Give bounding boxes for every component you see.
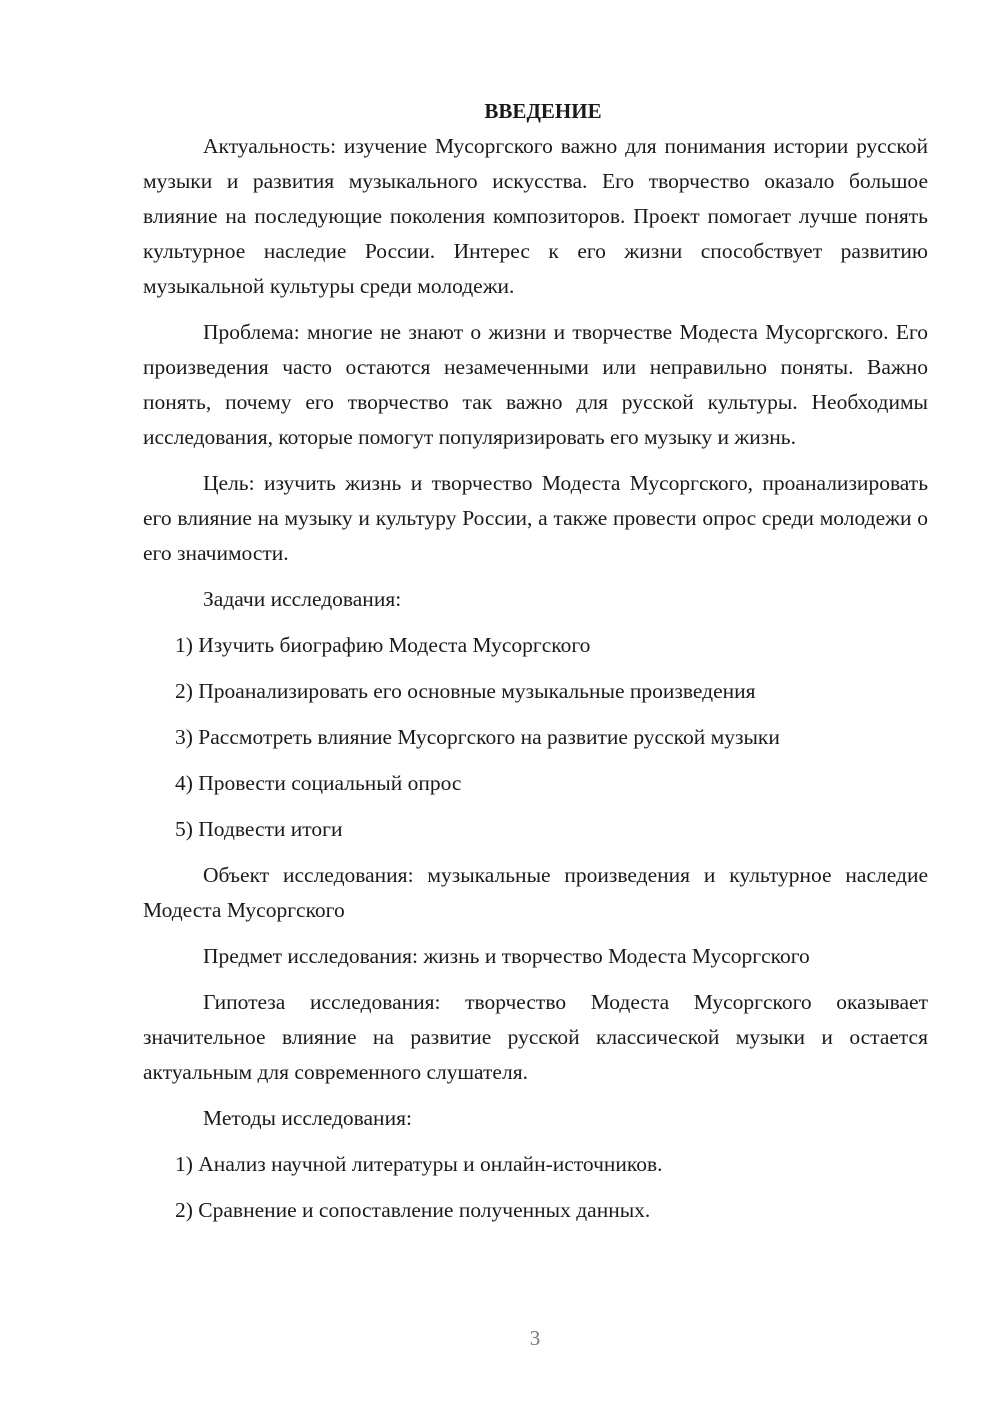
subject-line: Предмет исследования: жизнь и творчество Модеста Мусоргского [203, 944, 810, 968]
task-item: 5) Подвести итоги [175, 817, 343, 841]
problem-paragraph: Проблема: многие не знают о жизни и творчестве Модеста Мусоргского. Его произведения часто остаются незамеченными или неправильно поняты. Важно понять, почему его творчество так важно для русской культуры. Необходимы исследования, которые помогут популяризировать его музыку и жизнь. [143, 320, 928, 449]
page-number: 3 [529, 1326, 541, 1350]
tasks-heading: Задачи исследования: [203, 587, 402, 611]
page-content [143, 94, 928, 1239]
methods-heading: Методы исследования: [203, 1106, 412, 1130]
method-item: 1) Анализ научной литературы и онлайн-источников. [175, 1152, 663, 1176]
hypothesis-paragraph: Гипотеза исследования: творчество Модеста Мусоргского оказывает значительное влияние на развитие русской классической музыки и остается актуальным для современного слушателя. [143, 990, 928, 1084]
method-item: 2) Сравнение и сопоставление полученных данных. [175, 1198, 651, 1222]
task-item: 3) Рассмотреть влияние Мусоргского на развитие русской музыки [175, 725, 780, 749]
task-item: 4) Провести социальный опрос [175, 771, 462, 795]
task-item: 2) Проанализировать его основные музыкальные произведения [175, 679, 756, 703]
relevance-paragraph: Актуальность: изучение Мусоргского важно для понимания истории русской музыки и развития музыкального искусства. Его творчество оказало большое влияние на последующие поколения композиторов. Проект помогает лучше понять культурное наследие России. Интерес к его жизни способствует развитию музыкальной культуры среди молодежи. [143, 134, 928, 298]
object-paragraph: Объект исследования: музыкальные произведения и культурное наследие Модеста Мусоргского [143, 863, 928, 922]
goal-paragraph: Цель: изучить жизнь и творчество Модеста Мусоргского, проанализировать его влияние на музыку и культуру России, а также провести опрос среди молодежи о его значимости. [143, 471, 928, 565]
task-item: 1) Изучить биографию Модеста Мусоргского [175, 633, 591, 657]
section-title: ВВЕДЕНИЕ [484, 99, 602, 123]
